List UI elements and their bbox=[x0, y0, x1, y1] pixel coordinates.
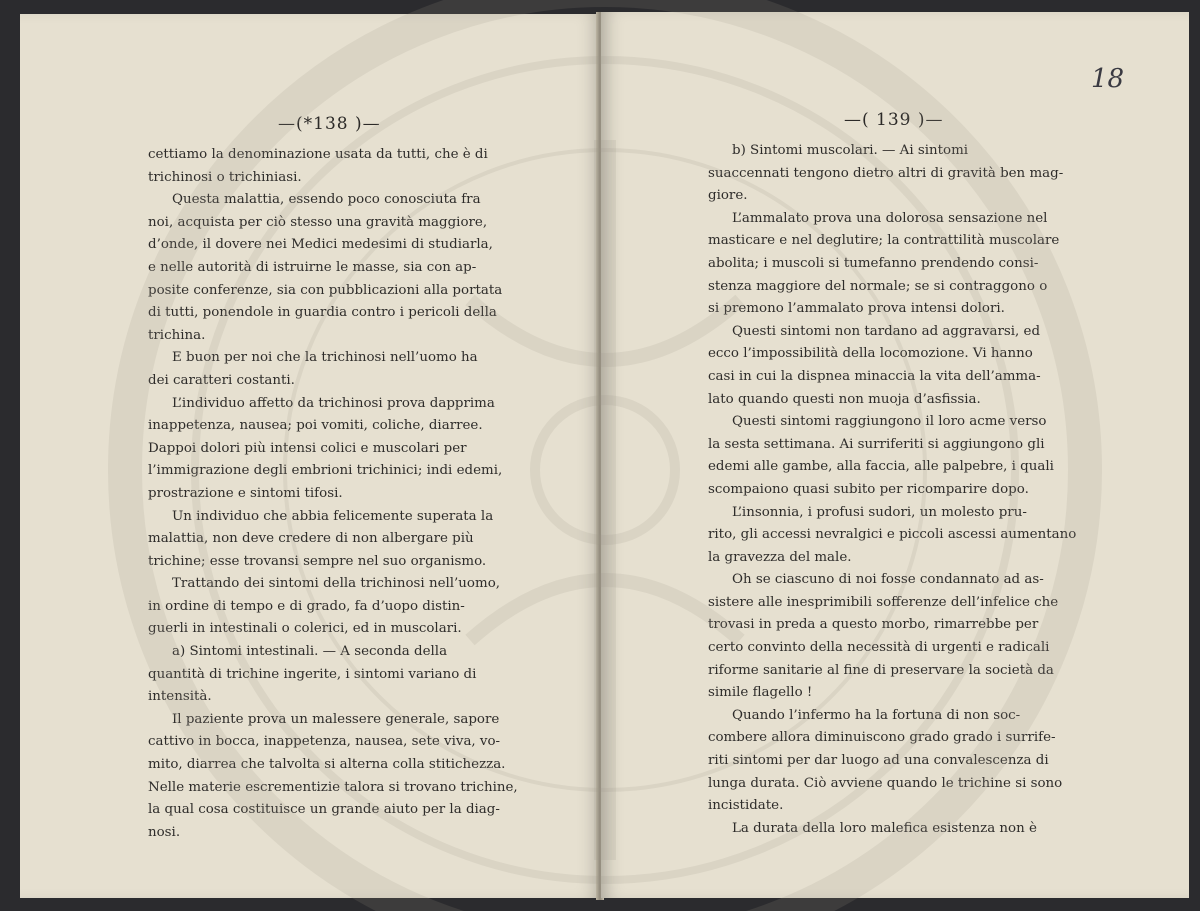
text-line: b) Sintomi muscolari. — Ai sintomi bbox=[732, 143, 969, 158]
text-line: Oh se ciascuno di noi fosse condannato ad as- bbox=[732, 572, 1044, 588]
text-line: lato quando questi non muoja d’asfissia. bbox=[708, 391, 981, 407]
page-number-right: —( 139 )— bbox=[844, 110, 944, 130]
text-line: abolita; i muscoli si tumefanno prendendo consi- bbox=[708, 255, 1039, 271]
text-line: trichinosi o trichiniasi. bbox=[148, 169, 302, 185]
text-line: cettiamo la denominazione usata da tutti, che è di bbox=[148, 147, 488, 162]
text-line: Trattando dei sintomi della trichinosi nell’uomo, bbox=[172, 576, 501, 592]
text-line: certo convinto della necessità di urgenti e radicali bbox=[708, 640, 1050, 656]
left-page-text bbox=[148, 144, 518, 844]
text-line: E buon per noi che la trichinosi nell’uomo ha bbox=[172, 350, 478, 366]
text-line: Il paziente prova un malessere generale, sapore bbox=[172, 711, 500, 727]
text-line: L’ammalato prova una dolorosa sensazione nel bbox=[732, 210, 1048, 226]
text-line: riti sintomi per dar luogo ad una convalescenza di bbox=[708, 753, 1049, 769]
text-line: inappetenza, nausea; poi vomiti, coliche, diarree. bbox=[148, 418, 483, 434]
text-line: combere allora diminuiscono grado grado i surrife- bbox=[708, 730, 1056, 746]
text-line: Questi sintomi non tardano ad aggravarsi, ed bbox=[732, 323, 1041, 339]
text-line: casi in cui la dispnea minaccia la vita dell’amma- bbox=[708, 368, 1041, 384]
text-line: cattivo in bocca, inappetenza, nausea, sete viva, vo- bbox=[148, 734, 501, 750]
left-page bbox=[20, 14, 600, 898]
text-line: a) Sintomi intestinali. — A seconda della bbox=[172, 644, 448, 660]
page-number-left: —(*138 )— bbox=[278, 114, 381, 134]
text-line: quantità di trichine ingerite, i sintomi variano di bbox=[148, 666, 477, 682]
text-line: posite conferenze, sia con pubblicazioni alla portata bbox=[148, 282, 503, 298]
text-line: malattia, non deve credere di non albergare più bbox=[148, 531, 474, 547]
text-line: incistidate. bbox=[708, 798, 784, 814]
text-line: Questa malattia, essendo poco conosciuta fra bbox=[172, 192, 481, 208]
text-line: la gravezza del male. bbox=[708, 549, 852, 565]
text-line: intensità. bbox=[148, 689, 212, 705]
text-line: Quando l’infermo ha la fortuna di non soc- bbox=[732, 707, 1021, 723]
text-line: La durata della loro malefica esistenza non è bbox=[732, 820, 1037, 836]
text-line: scompaiono quasi subito per ricomparire dopo. bbox=[708, 481, 1029, 497]
right-page-text bbox=[708, 140, 1077, 840]
text-line: e nelle autorità di istruirne le masse, sia con ap- bbox=[148, 259, 477, 275]
text-line: la sesta settimana. Ai surriferiti si aggiungono gli bbox=[708, 436, 1045, 452]
text-line: Questi sintomi raggiungono il loro acme verso bbox=[732, 414, 1047, 430]
text-line: masticare e nel deglutire; la contrattilità muscolare bbox=[708, 233, 1060, 249]
text-line: trovasi in preda a questo morbo, rimarrebbe per bbox=[708, 617, 1039, 633]
text-line: Nelle materie escrementizie talora si trovano trichine, bbox=[148, 779, 518, 795]
text-line: suaccennati tengono dietro altri di gravità ben mag- bbox=[708, 165, 1064, 181]
text-line: rito, gli accessi nevralgici e piccoli ascessi aumentano bbox=[708, 527, 1077, 543]
text-line: mito, diarrea che talvolta si alterna colla stitichezza. bbox=[148, 757, 506, 773]
text-line: Un individuo che abbia felicemente superata la bbox=[172, 508, 494, 524]
text-line: sistere alle inesprimibili sofferenze dell’infelice che bbox=[708, 594, 1059, 610]
text-line: riforme sanitarie al fine di preservare la società da bbox=[708, 662, 1054, 678]
text-line: si premono l’ammalato prova intensi dolori. bbox=[708, 301, 1005, 317]
text-line: prostrazione e sintomi tifosi. bbox=[148, 485, 343, 501]
text-line: L’individuo affetto da trichinosi prova dapprima bbox=[172, 395, 495, 411]
text-line: in ordine di tempo e di grado, fa d’uopo distin- bbox=[148, 598, 465, 614]
text-line: dei caratteri costanti. bbox=[148, 372, 295, 388]
text-line: stenza maggiore del normale; se si contraggono o bbox=[708, 278, 1048, 294]
text-line: edemi alle gambe, alla faccia, alle palpebre, i quali bbox=[708, 459, 1054, 475]
right-page bbox=[601, 12, 1189, 898]
text-line: giore. bbox=[708, 188, 748, 204]
text-line: noi, acquista per ciò stesso una gravità maggiore, bbox=[148, 214, 488, 230]
text-line: la qual cosa costituisce un grande aiuto per la diag- bbox=[148, 802, 500, 818]
text-line: l’immigrazione degli embrioni trichinici; indi edemi, bbox=[148, 463, 503, 479]
text-line: d’onde, il dovere nei Medici medesimi di studiarla, bbox=[148, 237, 493, 253]
handwritten-page-annotation: 18 bbox=[1091, 64, 1125, 94]
text-line: Dappoi dolori più intensi colici e muscolari per bbox=[148, 440, 467, 456]
text-line: trichina. bbox=[148, 327, 206, 343]
text-line: guerli in intestinali o colerici, ed in muscolari. bbox=[148, 621, 462, 637]
text-line: di tutti, ponendole in guardia contro i pericoli della bbox=[148, 305, 497, 321]
text-line: L’insonnia, i profusi sudori, un molesto pru- bbox=[732, 504, 1027, 520]
text-line: lunga durata. Ciò avviene quando le trichine si sono bbox=[708, 775, 1063, 791]
text-line: ecco l’impossibilità della locomozione. Vi hanno bbox=[708, 346, 1033, 362]
text-line: nosi. bbox=[148, 824, 181, 840]
text-line: trichine; esse trovansi sempre nel suo organismo. bbox=[148, 553, 487, 569]
text-line: simile flagello ! bbox=[708, 685, 813, 701]
